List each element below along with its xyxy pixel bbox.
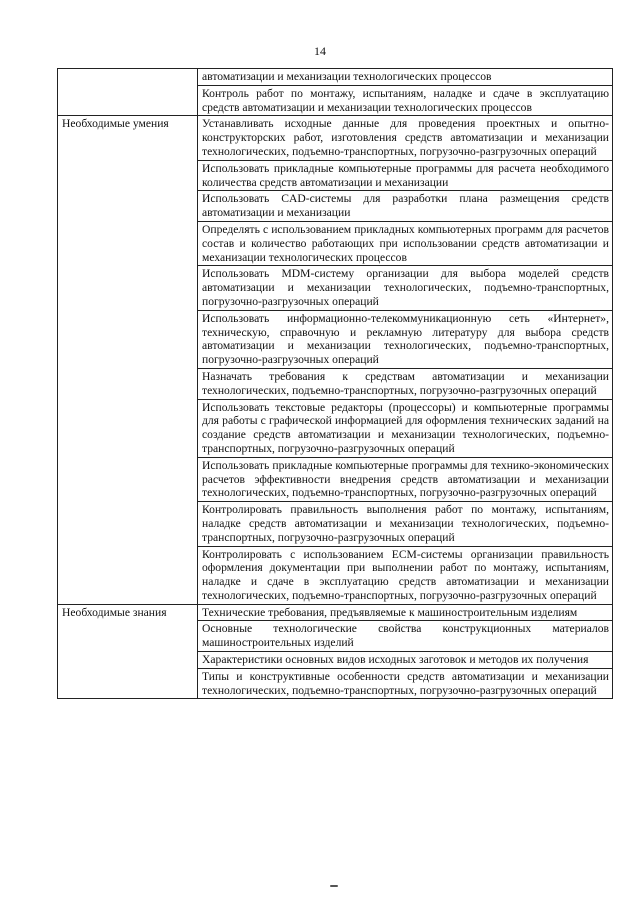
row-text: Назначать требования к средствам автоматизации и механизации технологических, подъемно-транспортных, погрузочно-разгрузочных операций xyxy=(198,368,613,399)
row-label-knowledge: Необходимые знания xyxy=(58,604,198,699)
row-text: Технические требования, предъявляемые к машиностроительным изделиям xyxy=(198,604,613,621)
row-text: Использовать прикладные компьютерные программы для технико-экономических расчетов эффективности внедрения средств автоматизации и механизации технологических, подъемно-транспортных, погрузочно-разгрузочных операций xyxy=(198,457,613,501)
row-text: Использовать MDM-систему организации для выбора моделей средств автоматизации и механизации технологических, подъемно-транспортных, погрузочно-разгрузочных операций xyxy=(198,266,613,310)
row-text: Основные технологические свойства конструкционных материалов машиностроительных изделий xyxy=(198,621,613,652)
row-label xyxy=(58,69,198,116)
row-label-skills: Необходимые умения xyxy=(58,116,198,604)
table-row xyxy=(58,116,613,160)
page-number: 14 xyxy=(314,44,326,58)
row-text: автоматизации и механизации технологических процессов xyxy=(198,69,613,86)
table-row xyxy=(58,604,613,621)
row-text: Контролировать правильность выполнения работ по монтажу, испытаниям, наладке средств автоматизации и механизации технологических, подъемно-транспортных, погрузочно-разгрузочных операций xyxy=(198,502,613,546)
row-text: Использовать прикладные компьютерные программы для расчета необходимого количества средств автоматизации и механизации xyxy=(198,160,613,191)
table-row xyxy=(58,69,613,86)
row-text: Использовать CAD-системы для разработки плана размещения средств автоматизации и механизации xyxy=(198,191,613,222)
scan-mark xyxy=(330,885,338,887)
row-text: Типы и конструктивные особенности средств автоматизации и механизации технологических, подъемно-транспортных, погрузочно-разгрузочных операций xyxy=(198,668,613,699)
row-text: Характеристики основных видов исходных заготовок и методов их получения xyxy=(198,652,613,669)
row-text: Контролировать с использованием ECM-системы организации правильность оформления документации при выполнении работ по монтажу, испытаниям, наладке и сдаче в эксплуатацию средств автоматизации и механизации технологических, подъемно-транспортных, погрузочно-разгрузочных операций xyxy=(198,546,613,604)
row-text: Контроль работ по монтажу, испытаниям, наладке и сдаче в эксплуатацию средств автоматизации и механизации технологических процессов xyxy=(198,85,613,116)
row-text: Использовать информационно-телекоммуникационную сеть «Интернет», техническую, справочную и рекламную литературу для выбора средств автоматизации и механизации технологических, подъемно-транспортных, погрузочно-разгрузочных операций xyxy=(198,310,613,368)
row-text: Определять с использованием прикладных компьютерных программ для расчетов состав и количество работающих при использовании средств автоматизации и механизации технологических процессов xyxy=(198,221,613,265)
requirements-table xyxy=(57,68,613,699)
row-text: Использовать текстовые редакторы (процессоры) и компьютерные программы для работы с графической информацией для оформления технических заданий на создание средств автоматизации и механизации технологических, подъемно-транспортных, погрузочно-разгрузочных операций xyxy=(198,399,613,457)
row-text: Устанавливать исходные данные для проведения проектных и опытно-конструкторских работ, изготовления средств автоматизации и механизации технологических, подъемно-транспортных, погрузочно-разгрузочных операций xyxy=(198,116,613,160)
